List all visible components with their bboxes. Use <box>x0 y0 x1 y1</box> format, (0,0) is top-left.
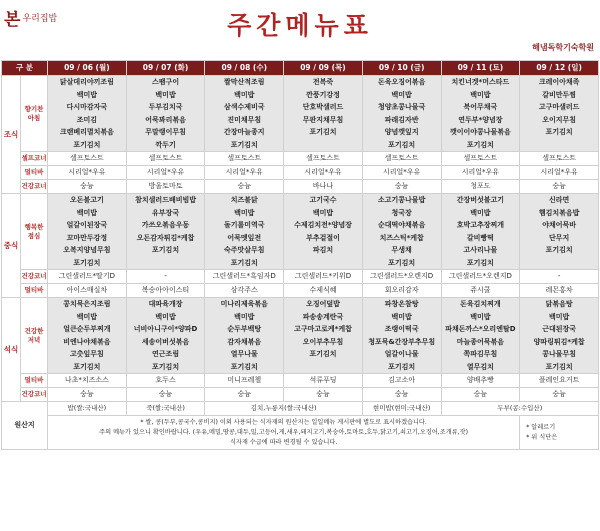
menu-item: 포기김치 <box>230 140 258 149</box>
menu-item: 조미김 <box>76 115 98 124</box>
menu-main-dish: 미나리제육볶음 <box>220 300 268 308</box>
dinner-health-item: 숭늉 <box>284 388 363 402</box>
menu-item: 포기김치 <box>388 140 416 149</box>
breakfast-health-label: 건강코너 <box>21 180 48 194</box>
menu-item: 포기김치 <box>73 140 101 149</box>
dinner-health-item: 숭늉 <box>441 388 520 402</box>
breakfast-milk-item: 시리얼*우유 <box>205 166 284 180</box>
day-header: 09 / 07 (화) <box>126 61 205 76</box>
dinner-health-item: 숭늉 <box>48 388 127 402</box>
lunch-label: 중식 <box>2 194 21 298</box>
menu-item: 꼬마만두강정 <box>66 233 108 242</box>
menu-item: 포기김치 <box>545 246 573 254</box>
lunch-multi-item: 삼각주스 <box>205 284 284 298</box>
menu-main-dish: 돈육오징어볶음 <box>378 78 426 86</box>
menu-item: 돌기롤미역국 <box>223 221 265 229</box>
menu-item: 순두부백탕 <box>227 325 262 333</box>
menu-item: 포기김치 <box>545 362 573 371</box>
menu-item: 오이부추무침 <box>302 337 344 346</box>
menu-item: 백미밥 <box>76 90 98 99</box>
menu-item: 고춧잎무침 <box>69 350 104 358</box>
day-header: 09 / 06 (월) <box>48 61 127 76</box>
notes-line: * 쌀, 콩(두부,콩국수,콩비지) 이외 사용되는 식자재의 원산지는 일일메뉴 게시판에 별도로 표시하겠습니다. <box>140 418 427 426</box>
day-header: 09 / 10 (금) <box>362 61 441 76</box>
lunch-health-item: - <box>520 270 599 284</box>
menu-item: 고구마샐러드 <box>538 103 580 111</box>
menu-item: 청포묵&간장부추무침 <box>368 337 436 346</box>
menu-item: 순대떡야채볶음 <box>378 221 426 229</box>
breakfast-milk-item: 시리얼*우유 <box>362 166 441 180</box>
menu-item: 백미밥 <box>155 312 176 321</box>
origin-item: 김치,누룽지(쌀:국내산) <box>205 402 362 416</box>
menu-item: 가쓰오볶음우동 <box>141 221 190 229</box>
menu-item: 오돈감자튀김*케찹 <box>136 233 195 242</box>
menu-item: 연두부*양념장 <box>458 115 503 124</box>
menu-item: 콩나물무침 <box>542 350 577 358</box>
menu-item: 갈비만두찜 <box>542 90 577 99</box>
menu-item: 백미밥 <box>76 312 98 321</box>
menu-item: 호박고추장찌개 <box>456 221 505 229</box>
origin-item: 현미밥(현미:국내산) <box>362 402 441 416</box>
menu-item: 북어무채국 <box>463 103 498 111</box>
menu-item: 포기김치 <box>230 258 258 267</box>
lunch-health-item: 그린샐러드*오렌지D <box>362 270 441 284</box>
breakfast-milk-row <box>2 166 599 180</box>
menu-item: 어묵멧잎전 <box>227 233 262 242</box>
dinner-label: 석식 <box>2 298 21 402</box>
menu-item: 무생채 <box>391 246 412 254</box>
menu-item: 얼갈이된장국 <box>66 221 108 229</box>
menu-item: 비엔나야채볶음 <box>63 337 111 346</box>
menu-item: 파송송계란국 <box>302 312 344 321</box>
menu-item: 열무김치 <box>466 362 494 371</box>
legend-line: * 위 식단은 <box>526 433 558 441</box>
menu-item: 포기김치 <box>388 258 416 267</box>
notes-line: 식자재 수급에 따라 변경될 수 있습니다. <box>229 438 338 446</box>
breakfast-health-item: 숭늉 <box>520 180 599 194</box>
breakfast-salad-item: 셀프토스트 <box>284 152 363 166</box>
menu-item: 백미밥 <box>76 208 98 217</box>
menu-item: 무말랭이무침 <box>145 128 186 136</box>
lunch-health-label: 건강코너 <box>21 270 48 284</box>
menu-item: 깻이이야콩나물볶음 <box>449 128 511 136</box>
menu-item: 고사리나물 <box>463 246 498 254</box>
menu-item: 포기김치 <box>309 128 337 136</box>
dinner-multi-item: 플레인요거트 <box>520 374 599 388</box>
menu-item: 다시마감자국 <box>66 103 108 111</box>
breakfast-day-menu <box>520 76 599 152</box>
dinner-day-menu <box>126 298 205 374</box>
dinner-health-row <box>2 388 599 402</box>
menu-item: 마늘종어묵볶음 <box>456 337 505 346</box>
dinner-multi-label: 멀티바 <box>21 374 48 388</box>
legend-line: * 알레르기 <box>526 423 556 431</box>
lunch-multi-item: 레몬홍차 <box>520 284 599 298</box>
menu-item: 백미밥 <box>234 208 255 217</box>
menu-item: 치즈스틱*케찹 <box>379 233 424 242</box>
menu-item: 포기김치 <box>230 362 258 371</box>
lunch-day-menu <box>48 194 127 270</box>
school-name: 해냄독학기숙학원 <box>532 43 594 52</box>
menu-item: 연근조림 <box>152 350 180 358</box>
menu-item: 햄김치볶음밥 <box>538 208 580 217</box>
breakfast-day-menu <box>284 76 363 152</box>
logo-mark: 본 <box>4 9 21 30</box>
menu-item: 백미밥 <box>155 90 176 99</box>
menu-main-dish: 짤막산적조림 <box>223 78 265 86</box>
dinner-multi-row <box>2 374 599 388</box>
breakfast-salad-item: 셀프토스트 <box>126 152 205 166</box>
lunch-day-menu <box>126 194 205 270</box>
dinner-health-item: 숭늉 <box>362 388 441 402</box>
menu-main-dish: 신라면 <box>548 196 570 204</box>
menu-item: 포기김치 <box>466 258 494 267</box>
lunch-multi-item: 쥬시쿨 <box>441 284 520 298</box>
menu-main-dish: 오돈불고기 <box>69 196 104 204</box>
menu-item: 단무지 <box>548 233 570 242</box>
lunch-day-menu <box>520 194 599 270</box>
breakfast-milk-item: 시리얼*우유 <box>48 166 127 180</box>
dinner-day-menu <box>362 298 441 374</box>
menu-item: 크랜베리멸치볶음 <box>59 128 114 136</box>
menu-item: 파김치 <box>312 246 334 254</box>
breakfast-day-menu <box>205 76 284 152</box>
menu-main-dish: 스팸구이 <box>152 78 180 86</box>
dinner-day-menu <box>205 298 284 374</box>
header-row <box>2 61 599 76</box>
menu-item: 청양초콩나물국 <box>378 103 426 111</box>
lunch-health-item: - <box>126 270 205 284</box>
menu-item: 감자채볶음 <box>227 337 262 346</box>
page-title: 주간메뉴표 <box>227 11 373 40</box>
dinner-multi-item: 나초*치즈소스 <box>48 374 127 388</box>
menu-item: 열무나물 <box>230 350 258 358</box>
menu-item: 어묵꽈리볶음 <box>145 115 186 124</box>
notes-text <box>48 416 520 450</box>
menu-item: 부추겉절이 <box>306 233 340 242</box>
breakfast-health-item: 방울토마토 <box>126 180 205 194</box>
breakfast-day-menu <box>362 76 441 152</box>
menu-item: 양파링튀김*케찹 <box>533 337 585 346</box>
dinner-multi-item: 석류푸딩 <box>284 374 363 388</box>
menu-item: 조랭이떡국 <box>384 325 419 333</box>
breakfast-day-menu <box>126 76 205 152</box>
division-header: 구 분 <box>2 61 48 76</box>
menu-item: 백미밥 <box>470 312 491 321</box>
menu-item: 세송이버섯볶음 <box>141 337 190 346</box>
menu-main-dish: 전복죽 <box>312 78 334 86</box>
breakfast-milk-item: 시리얼*우유 <box>441 166 520 180</box>
breakfast-salad-item: 셀프토스트 <box>48 152 127 166</box>
menu-item: 백미밥 <box>391 312 412 321</box>
notes-row <box>2 416 599 450</box>
dinner-day-menu <box>441 298 520 374</box>
lunch-health-item: 그린샐러드*오렌지D <box>441 270 520 284</box>
menu-item: 무판지채무침 <box>302 115 344 124</box>
menu-item: 포기김치 <box>73 258 101 267</box>
menu-item: 삼색수제비국 <box>223 103 265 111</box>
lunch-multi-row <box>2 284 599 298</box>
menu-item: 근대된장국 <box>542 325 577 333</box>
menu-main-dish: 크레이아채족 <box>538 78 580 86</box>
dinner-multi-item: 양배추빵 <box>441 374 520 388</box>
breakfast-salad-row <box>2 152 599 166</box>
lunch-main-row <box>2 194 599 270</box>
dinner-day-menu <box>48 298 127 374</box>
origin-item: 죽(쌀:국내산) <box>126 402 205 416</box>
menu-item: 백미밥 <box>470 90 491 99</box>
menu-item: 두부김치국 <box>148 103 183 111</box>
lunch-multi-item: 복숭아아이스티 <box>126 284 205 298</box>
menu-item: 쪽파김무침 <box>463 350 498 358</box>
menu-item: 백미밥 <box>234 90 255 99</box>
menu-main-dish: 닭살데리야끼조림 <box>59 78 114 86</box>
menu-item: 파래김자반 <box>384 115 419 124</box>
menu-item: 포기김치 <box>388 362 416 371</box>
menu-item: 얼갈이나물 <box>384 350 419 358</box>
menu-item: 포기김치 <box>152 246 180 254</box>
menu-main-dish: 대파육개장 <box>148 300 183 308</box>
menu-main-dish: 고기국수 <box>309 196 337 204</box>
menu-main-dish: 닭볶음탕 <box>545 300 573 308</box>
lunch-health-item: 그린샐러드*키위D <box>284 270 363 284</box>
dinner-health-item: 숭늉 <box>205 388 284 402</box>
lunch-multi-item: 아이스매실차 <box>48 284 127 298</box>
origin-item: 두부(콩:수입산) <box>441 402 598 416</box>
lunch-multi-label: 멀티바 <box>21 284 48 298</box>
menu-item: 고구마고로케*케찹 <box>294 325 352 333</box>
breakfast-milk-item: 시리얼*우유 <box>284 166 363 180</box>
breakfast-health-item: 숭늉 <box>362 180 441 194</box>
lunch-day-menu <box>284 194 363 270</box>
menu-item: 숙주맛살무침 <box>223 246 265 254</box>
breakfast-health-item: 숭늉 <box>48 180 127 194</box>
breakfast-salad-item: 셀프토스트 <box>441 152 520 166</box>
lunch-health-item: 그린샐러드*흑임자D <box>205 270 284 284</box>
menu-item: 백미밥 <box>391 90 412 99</box>
dinner-multi-item: 미니프레첼 <box>205 374 284 388</box>
dinner-multi-item: 호두스 <box>126 374 205 388</box>
menu-main-dish: 소고기콩나물밥 <box>378 196 426 204</box>
day-header: 09 / 12 (일) <box>520 61 599 76</box>
menu-item: 오복지양념무침 <box>63 246 111 254</box>
menu-main-dish: 치킨너겟*머스타드 <box>451 78 510 86</box>
menu-item: 단호박샐러드 <box>302 103 344 111</box>
menu-item: 백미밥 <box>470 208 491 217</box>
dinner-health-label: 건강코너 <box>21 388 48 402</box>
breakfast-milk-item: 시리얼*우유 <box>126 166 205 180</box>
menu-main-dish: 간장버섯불고기 <box>456 196 505 204</box>
origin-label: 원산지 <box>2 402 48 450</box>
lunch-multi-item: 수제식혜 <box>284 284 363 298</box>
menu-item: 오이지무침 <box>542 115 577 124</box>
menu-main-dish: 오징어덮밥 <box>306 300 340 308</box>
breakfast-milk-item: 시리얼*우유 <box>520 166 599 180</box>
menu-item: 포기김치 <box>545 128 573 136</box>
menu-item: 백미밥 <box>312 208 334 217</box>
weekly-menu-table <box>1 60 599 450</box>
breakfast-salad-item: 셀프토스트 <box>520 152 599 166</box>
menu-item: 양념깻잎지 <box>384 128 419 136</box>
menu-main-dish: 치즈불닭 <box>230 196 258 204</box>
menu-item: 깐풍기강정 <box>306 90 340 99</box>
breakfast-milk-label: 멀티바 <box>21 166 48 180</box>
menu-item: 백미밥 <box>548 312 570 321</box>
breakfast-health-item: 숭늉 <box>205 180 284 194</box>
logo-text: 우리집밥 <box>22 13 58 24</box>
lunch-day-menu <box>205 194 284 270</box>
day-header: 09 / 08 (수) <box>205 61 284 76</box>
breakfast-health-item: 바나나 <box>284 180 363 194</box>
lunch-health-row <box>2 270 599 284</box>
dinner-day-menu <box>520 298 599 374</box>
breakfast-main-row <box>2 76 599 152</box>
origin-item: 밥(쌀:국내산) <box>48 402 127 416</box>
breakfast-day-menu <box>441 76 520 152</box>
menu-item: 포기김치 <box>73 362 101 371</box>
menu-item: 너비아니구이*양파D <box>133 325 198 333</box>
menu-main-dish: 참치샐러드배비빔밥 <box>135 196 196 204</box>
lunch-multi-item: 회오리감자 <box>362 284 441 298</box>
menu-item: 간장마늘종지 <box>223 128 265 136</box>
day-header: 09 / 11 (토) <box>441 61 520 76</box>
dinner-main-row <box>2 298 599 374</box>
menu-item: 백미밥 <box>234 312 255 321</box>
menu-item: 진미채무침 <box>227 115 262 124</box>
breakfast-label: 조식 <box>2 76 21 194</box>
dinner-health-item: 숭늉 <box>520 388 599 402</box>
menu-main-dish: 파창온참탕 <box>384 300 419 308</box>
lunch-day-menu <box>441 194 520 270</box>
breakfast-day-menu <box>48 76 127 152</box>
menu-item: 파채돈까스*오리엔탈D <box>445 325 516 333</box>
dinner-multi-item: 김고소아 <box>362 374 441 388</box>
menu-item: 유부장국 <box>152 208 180 217</box>
lunch-main-label: 행복한 점심 <box>21 194 48 270</box>
menu-item: 야채어묵바 <box>542 221 577 229</box>
day-header: 09 / 09 (목) <box>284 61 363 76</box>
origin-row <box>2 402 599 416</box>
dinner-health-item: 숭늉 <box>126 388 205 402</box>
menu-main-dish: 돈육김치찌개 <box>460 300 501 308</box>
dinner-main-label: 건강한 저녁 <box>21 298 48 374</box>
breakfast-salad-item: 셀프토스트 <box>205 152 284 166</box>
breakfast-main-label: 향기찬 아침 <box>21 76 48 152</box>
notes-legend <box>520 416 599 450</box>
menu-main-dish: 콩치묵은지조림 <box>63 300 111 308</box>
menu-item: 포기김치 <box>466 140 494 149</box>
lunch-health-item: 그린샐러드*딸기D <box>48 270 127 284</box>
menu-item: 깍두기 <box>155 140 176 149</box>
menu-item: 청국장 <box>391 208 412 217</box>
lunch-day-menu <box>362 194 441 270</box>
breakfast-health-row <box>2 180 599 194</box>
dinner-day-menu <box>284 298 363 374</box>
menu-item: 포기김치 <box>152 362 180 371</box>
menu-item: 얼큰순두부찌개 <box>63 325 111 333</box>
menu-item: 갈비빵떡 <box>466 233 494 242</box>
breakfast-salad-label: 셀프코너 <box>21 152 48 166</box>
breakfast-health-item: 청포도 <box>441 180 520 194</box>
notes-line: 주의 메뉴가 있으니 확인바랍니다. (우유,메밀,땅콩,대두,밀,고등어,게,새우,돼지고기,복숭아,토마토,호두,닭고기,쇠고기,오징어,조개류,잣) <box>99 428 469 436</box>
menu-item: 포기김치 <box>309 350 337 358</box>
breakfast-salad-item: 셀프토스트 <box>362 152 441 166</box>
menu-item: 수제김치전*양념장 <box>294 221 352 229</box>
